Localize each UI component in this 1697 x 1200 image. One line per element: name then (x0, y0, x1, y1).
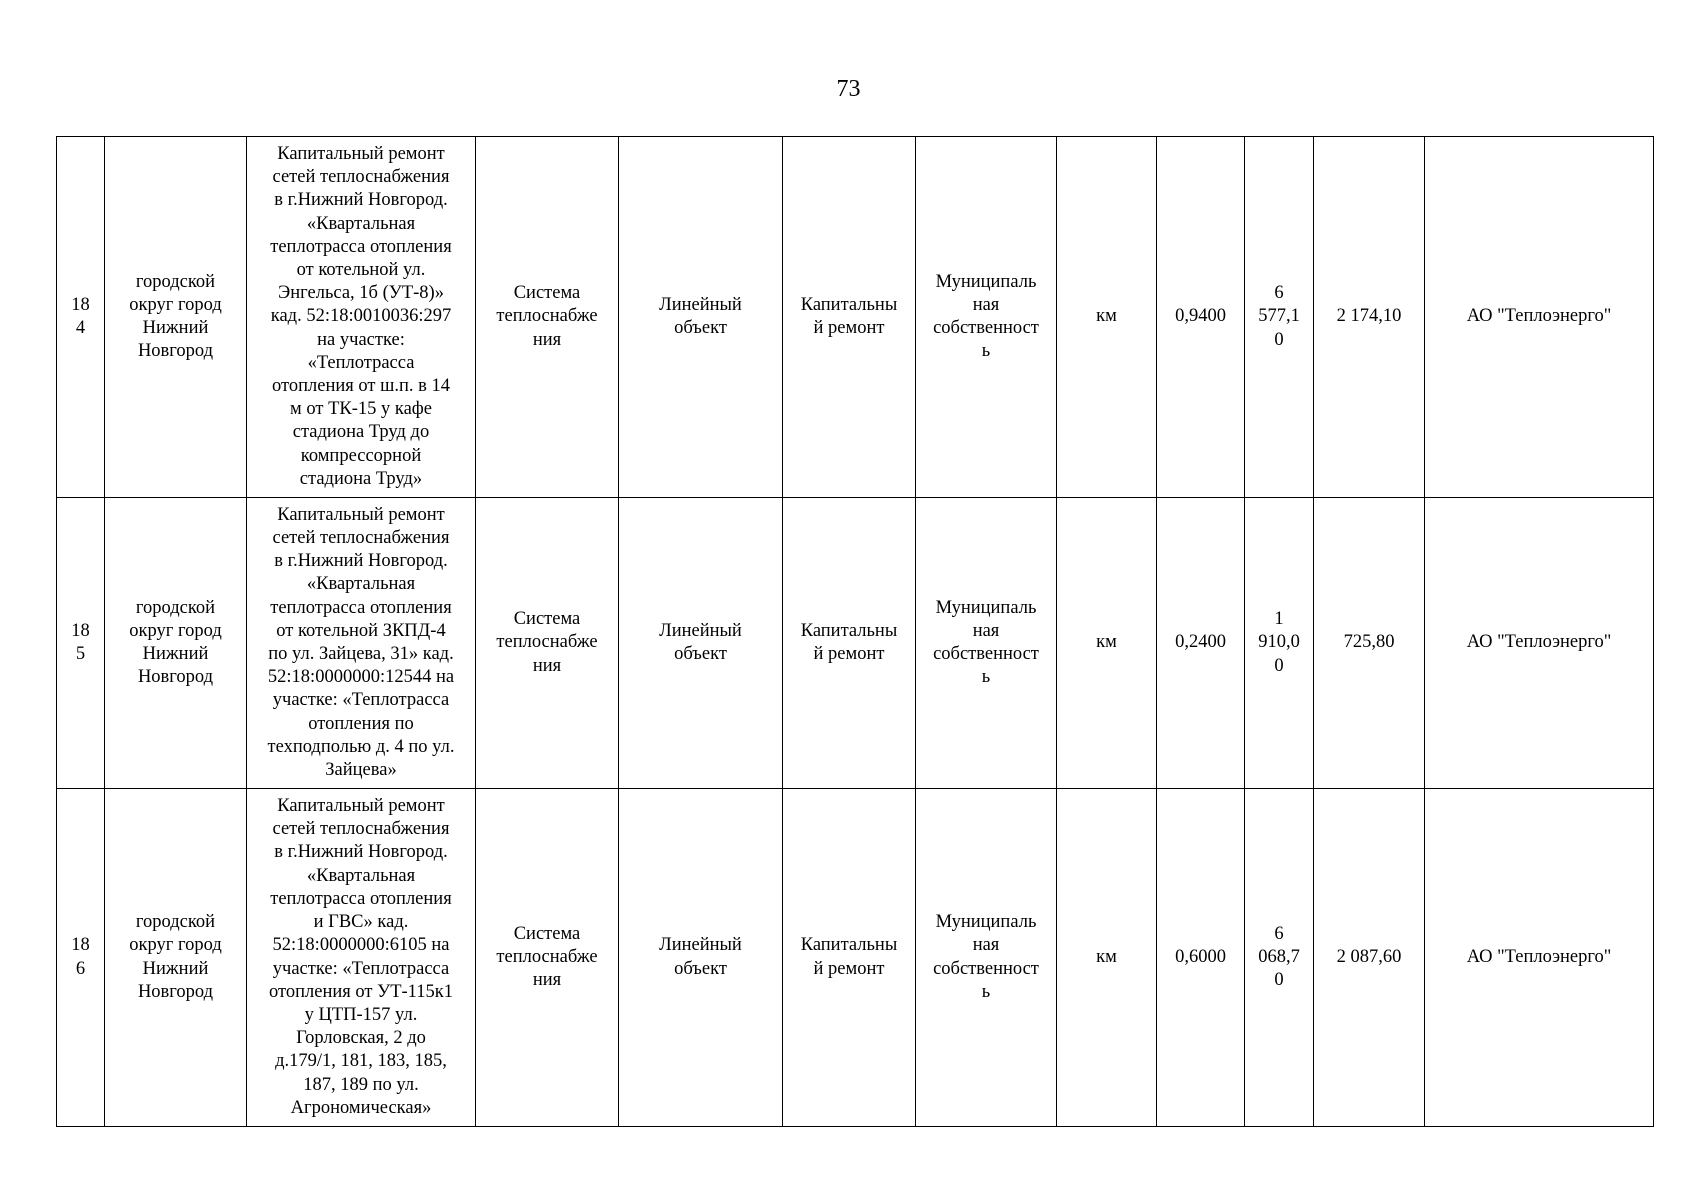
ownership-cell: Муниципаль ная собственност ь (916, 137, 1057, 498)
work-type-cell: Капитальны й ремонт (783, 498, 916, 789)
amount-cell: 2 174,10 (1314, 137, 1425, 498)
row-number-cell: 18 5 (57, 498, 105, 789)
page-number: 73 (836, 76, 861, 102)
table-row (57, 498, 1654, 789)
row-number-cell: 18 4 (57, 137, 105, 498)
executor-cell: АО "Теплоэнерго" (1425, 137, 1654, 498)
description-cell: Капитальный ремонт сетей теплоснабжения в г.Нижний Новгород. «Квартальная теплотрасса отопления от котельной ул. Энгельса, 1б (УТ-8)» кад. 52:18:0010036:297 на участке: «Теплотрасса отопления от ш.п. в 14 м от ТК-15 у кафе стадиона Труд до компрессорной стадиона Труд» (247, 137, 476, 498)
system-cell: Система теплоснабже ния (476, 789, 619, 1127)
unit-cell: км (1057, 137, 1157, 498)
object-type-cell: Линейный объект (619, 498, 783, 789)
executor-cell: АО "Теплоэнерго" (1425, 789, 1654, 1127)
row-number-cell: 18 6 (57, 789, 105, 1127)
work-type-cell: Капитальны й ремонт (783, 789, 916, 1127)
amount-cell: 2 087,60 (1314, 789, 1425, 1127)
object-type-cell: Линейный объект (619, 137, 783, 498)
cost-cell: 6 068,7 0 (1245, 789, 1314, 1127)
work-type-cell: Капитальны й ремонт (783, 137, 916, 498)
municipality-cell: городской округ город Нижний Новгород (105, 137, 247, 498)
table-row (57, 789, 1654, 1127)
ownership-cell: Муниципаль ная собственност ь (916, 498, 1057, 789)
length-cell: 0,9400 (1157, 137, 1245, 498)
system-cell: Система теплоснабже ния (476, 137, 619, 498)
executor-cell: АО "Теплоэнерго" (1425, 498, 1654, 789)
description-cell: Капитальный ремонт сетей теплоснабжения в г.Нижний Новгород. «Квартальная теплотрасса отопления от котельной ЗКПД-4 по ул. Зайцева, 31» кад. 52:18:0000000:12544 на участке: «Теплотрасса отопления по техподполью д. 4 по ул. Зайцева» (247, 498, 476, 789)
description-cell: Капитальный ремонт сетей теплоснабжения в г.Нижний Новгород. «Квартальная теплотрасса отопления и ГВС» кад. 52:18:0000000:6105 на участке: «Теплотрасса отопления от УТ-115к1 у ЦТП-157 ул. Горловская, 2 до д.179/1, 181, 183, 185, 187, 189 по ул. Агрономическая» (247, 789, 476, 1127)
ownership-cell: Муниципаль ная собственност ь (916, 789, 1057, 1127)
unit-cell: км (1057, 789, 1157, 1127)
object-type-cell: Линейный объект (619, 789, 783, 1127)
table-row (57, 137, 1654, 498)
amount-cell: 725,80 (1314, 498, 1425, 789)
municipality-cell: городской округ город Нижний Новгород (105, 498, 247, 789)
system-cell: Система теплоснабже ния (476, 498, 619, 789)
municipality-cell: городской округ город Нижний Новгород (105, 789, 247, 1127)
cost-cell: 6 577,1 0 (1245, 137, 1314, 498)
length-cell: 0,6000 (1157, 789, 1245, 1127)
capital-repair-table (56, 136, 1654, 1127)
cost-cell: 1 910,0 0 (1245, 498, 1314, 789)
length-cell: 0,2400 (1157, 498, 1245, 789)
unit-cell: км (1057, 498, 1157, 789)
